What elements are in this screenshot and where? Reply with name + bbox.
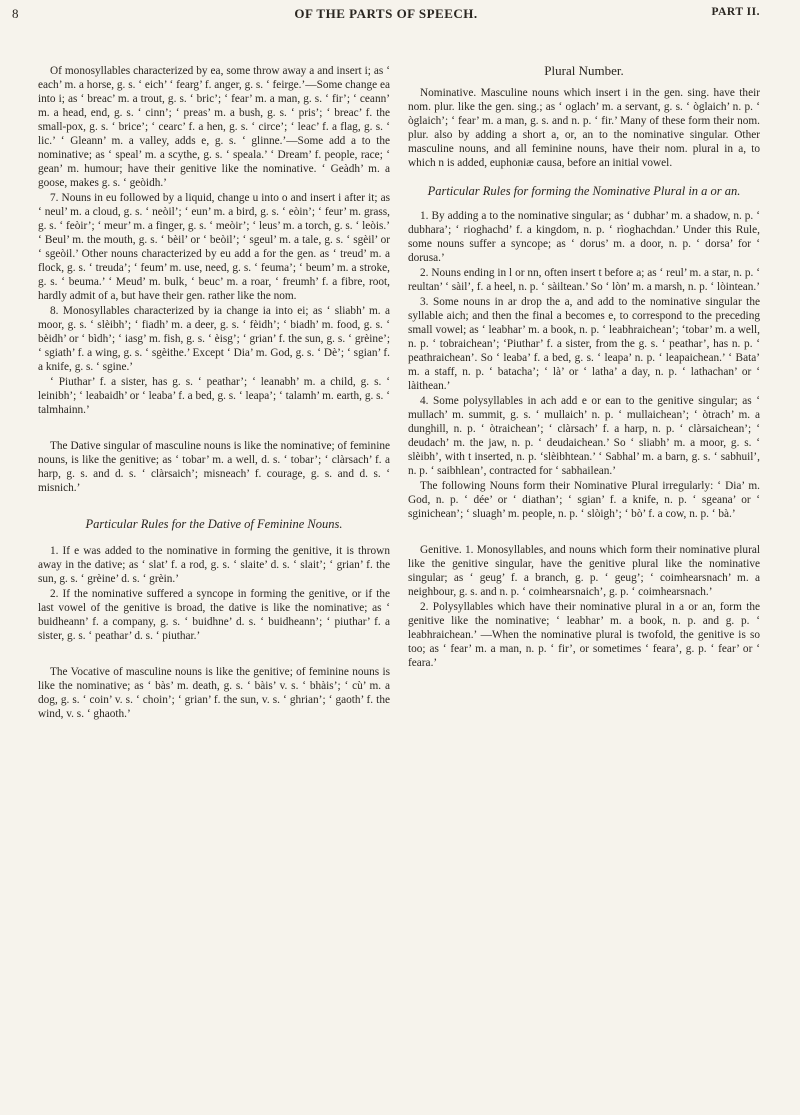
paragraph-dative-rule-1: 1. If e was added to the nominative in forming the genitive, it is thrown away in the dative; as ‘ slat’ f. a rod, g. s. ‘ slaite’ d. s. ‘ slait’; ‘ grian’ f. the sun, g. s. ‘ grèine’ d. s. ‘ grèin.’	[38, 545, 390, 585]
paragraph-ea-monosyllables: Of monosyllables characterized by ea, some throw away a and insert i; as ‘ each’ m. a horse, g. s. ‘ eich’ ‘ fearg’ f. anger, g. s. ‘ feirge.’—Some change ea into i; as ‘ breac’ m. a trout, g. s. ‘ bric’; ‘ fear’ m. a man, g. s. ‘ fir’; ‘ ceann’ m. a head, end, g. s. ‘ cinn’; ‘ preas’ m. a bush, g. s. ‘ pris’; ‘ breac’ f. the small-pox, g. s. ‘ brice’; ‘ cearc’ f. a hen, g. s. ‘ circe’; ‘ leac’ f. a flag, g. s. ‘ lic.’ ‘ Gleann’ m. a valley, adds e, g. s. ‘ glinne.’—Some add a to the nominative; as ‘ speal’ m. a scythe, g. s. ‘ speala.’ ‘ Dream’ f. people, race; ‘ gean’ m. humour; have their genitive like the nominative. ‘ Geàdh’ m. a goose, makes g. s. ‘ geòidh.’	[38, 65, 390, 189]
page-number: 8	[12, 6, 19, 21]
paragraph-plural-rule-2: 2. Nouns ending in l or nn, often insert t before a; as ‘ reul’ m. a star, n. p. ‘ reultan’ ‘ sàil’, f. a heel, n. p. ‘ sàiltean.’ So ‘ lòn’ m. a marsh, n. p. ‘ lòintean.’	[408, 267, 760, 293]
paragraph-dative-rule-2: 2. If the nominative suffered a syncope in forming the genitive, or if the last vowel of the genitive is broad, the dative is like the nominative; as ‘ buidheann’ f. a company, g. s. ‘ buidhne’ d. s. ‘ buidheann’; ‘ piuthar’ f. a sister, g. s. ‘ peathar’ d. s. ‘ piuthar.’	[38, 588, 390, 642]
paragraph-plural-rule-1: 1. By adding a to the nominative singular; as ‘ dubhar’ m. a shadow, n. p. ‘ dubhara’; ‘ rioghachd’ f. a kingdom, n. p. ‘ rìoghachdan.’ Under this Rule, some nouns suffer a syncope; as ‘ dorus’ m. a door, n. p. ‘ dorsa’ for ‘ dorusa.’	[408, 210, 760, 264]
paragraph-rule-8-exceptions: ‘ Piuthar’ f. a sister, has g. s. ‘ peathar’; ‘ leanabh’ m. a child, g. s. ‘ leinibh’; ‘ leabaidh’ or ‘ leaba’ f. a bed, g. s. ‘ leapa’; ‘ talamh’ m. earth, g. s. ‘ talmhainn.’	[38, 376, 390, 416]
running-title: OF THE PARTS OF SPEECH.	[294, 6, 478, 21]
running-header	[12, 6, 760, 26]
paragraph-nominative-plural: Nominative. Masculine nouns which insert i in the gen. sing. have their nom. plur. like the gen. sing.; as ‘ oglach’ m. a servant, g. s. ‘ òglaich’ n. p. ‘ òglaich’; ‘ fear’ m. a man, g. s. and n. p. ‘ fir.’ Many of these form their nom. plur. also by adding a short a, or, an to the nominative singular. Other masculine nouns, and all feminine nouns, have their nom. plural in a, to which n is added, euphoniæ causa, before an initial vowel.	[408, 87, 760, 169]
right-column	[408, 64, 760, 671]
paragraph-rule-7: 7. Nouns in eu followed by a liquid, change u into o and insert i after it; as ‘ neul’ m. a cloud, g. s. ‘ neòil’; ‘ eun’ m. a bird, g. s. ‘ eòin’; ‘ feur’ m. grass, g. s. ‘ feòir’; ‘ meur’ m. a finger, g. s. ‘ meòir’; ‘ leus’ m. a torch, g. s. ‘ leòis.’ ‘ Beul’ m. the mouth, g. s. ‘ bèil’ or ‘ beòil’; ‘ sgeul’ m. a tale, g. s. ‘ sgèil’ or ‘ sgeòil.’ Other nouns characterized by eu add a for the gen. as ‘ treud’ m. a flock, g. s. ‘ treuda’; ‘ feum’ m. use, need, g. s. ‘ feuma’; ‘ beum’ m. a stroke, g. s. ‘ beuma.’ ‘ Meud’ m. bulk, ‘ beuc’ m. a roar, ‘ freumh’ f. a fibre, root, hardly admit of a, but have their gen. rather like the nom.	[38, 192, 390, 302]
paragraph-irregular-plurals: The following Nouns form their Nominative Plural irregularly: ‘ Dia’ m. God, n. p. ‘ dée’ or ‘ diathan’; ‘ sgian’ f. a knife, n. p. ‘ sgeana’ or ‘ sginichean’; ‘ sluagh’ m. people, n. p. ‘ slòigh’; ‘ bò’ f. a cow, n. p. ‘ bà.’	[408, 480, 760, 520]
paragraph-rule-8: 8. Monosyllables characterized by ia change ia into ei; as ‘ sliabh’ m. a moor, g. s. ‘ slèibh’; ‘ fiadh’ m. a deer, g. s. ‘ fèidh’; ‘ biadh’ m. food, g. s. ‘ bèidh’ or ‘ bìdh’; ‘ iasg’ m. fish, g. s. ‘ èisg’; ‘ grian’ f. the sun, g. s. ‘ grèine’; ‘ sgiath’ f. a wing, g. s. ‘ sgèithe.’ Except ‘ Dia’ m. God, g. s. ‘ Dè’; ‘ sgian’ f. a knife, g. s. ‘ sgine.’	[38, 305, 390, 373]
left-column	[38, 64, 390, 722]
part-label: PART II.	[711, 6, 760, 18]
heading-nominative-plural-rules: Particular Rules for forming the Nominative Plural in a or an.	[427, 184, 741, 198]
paragraph-plural-rule-3: 3. Some nouns in ar drop the a, and add to the nominative singular the syllable aich; and then the final a becomes e, to correspond to the preceding small vowel; as ‘ leabhar’ m. a book, n. p. ‘ leabhraichean’; ‘tobar’ m. a well, n. p. ‘ tobraichean’; ‘Piuthar’ f. a sister, from the g. s. ‘ peathar’, has n. p. ‘ peathraichean’. So ‘ leaba’ f. a bed, g. s. ‘ leapa’ n. p. ‘ leapaichean.’ ‘ Bata’ m. a staff, n. p. ‘ batacha’; ‘ là’ or ‘ latha’ a day, n. p. ‘ lathachan’ or ‘ làithean.’	[408, 296, 760, 392]
paragraph-genitive-plural-2: 2. Polysyllables which have their nominative plural in a or an, form the genitive like the nominative; ‘ leabhar’ m. a book, n. p. and g. p. ‘ leabhraichean.’ —When the nominative plural is twofold, the genitive is so too; as ‘ fear’ m. a man, n. p. ‘ fir’, or sometimes ‘ feara’, g. p. ‘ fear’ or ‘ feara.’	[408, 601, 760, 669]
paragraph-genitive-plural-1: Genitive. 1. Monosyllables, and nouns which form their nominative plural like the genitive singular, have the genitive plural like the nominative singular; as ‘ geug’ f. a branch, g. p. ‘ geug’; ‘ coimhearsnach’ m. a neighbour, g. s. and n. p. ‘ coimhearsnaich’, g. p. ‘ coimhearsnach.’	[408, 544, 760, 598]
paragraph-plural-rule-4: 4. Some polysyllables in ach add e or ean to the genitive singular; as ‘ mullach’ m. summit, g. s. ‘ mullaich’ n. p. ‘ mullaichean’; ‘ òtrach’ m. a dunghill, n. p. ‘ òtraichean’; ‘ clàrsach’ f. a harp, n. p. ‘ clàrsaichean’; ‘ deudach’ m. the jaw, n. p. ‘ deudaichean.’ So ‘ sliabh’ m. a moor, g. s. ‘ slèibh’, with t inserted, n. p. ‘slèibhtean.’ ‘ Sabhal’ m. a barn, g. s. ‘ sabhuil’, n. p. ‘ saibhlean’, contracted for ‘ sabhailean.’	[408, 395, 760, 477]
paragraph-vocative: The Vocative of masculine nouns is like the genitive; of feminine nouns is like the nominative; as ‘ bàs’ m. death, g. s. ‘ bàis’ v. s. ‘ bhàis’; ‘ cù’ m. a dog, g. s. ‘ coin’ v. s. ‘ choin’; ‘ grian’ f. the sun, v. s. ‘ ghrian’; ‘ gaoth’ f. the wind, v. s. ‘ ghaoth.’	[38, 666, 390, 720]
paragraph-dative: The Dative singular of masculine nouns is like the nominative; of feminine nouns, is like the genitive; as ‘ tobar’ m. a well, d. s. ‘ tobar’; ‘ clàrsach’ f. a harp, g. s. and d. s. ‘ clàrsaich’; misneach’ f. courage, g. s. and d. s. ‘ misnich.’	[38, 440, 390, 494]
heading-plural-number: Plural Number.	[544, 63, 624, 78]
heading-dative-feminine: Particular Rules for the Dative of Feminine Nouns.	[85, 517, 343, 531]
